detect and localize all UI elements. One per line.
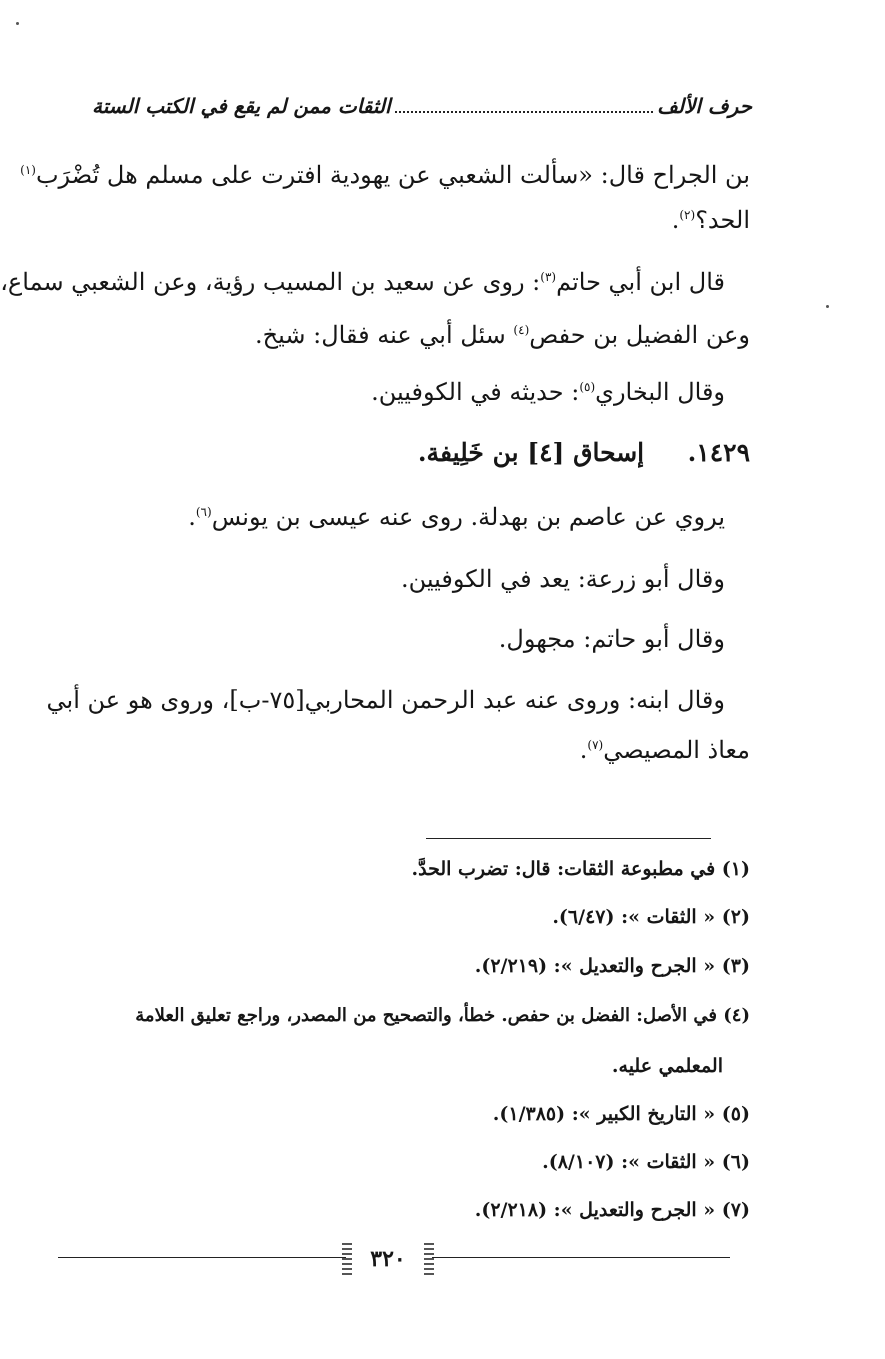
entry-title: إسحاق [٤] بن خَلِيفة.	[417, 438, 645, 467]
scan-speck	[826, 305, 829, 308]
footer-rule-left	[58, 1257, 346, 1258]
paragraph-2-line-1: قال ابن أبي حاتم$^{(٣)}$: روى عن سعيد بن المسيب رؤية، وعن الشعبي سماع،	[0, 268, 725, 296]
ornament-left-icon	[342, 1241, 352, 1275]
paragraph-7-line-2: معاذ المصيصي$^{(٧)}$.	[579, 736, 750, 764]
paragraph-6: وقال أبو حاتم: مجهول.	[498, 625, 725, 653]
footnote-2: (٢) « الثقات »: (٦/٤٧).	[552, 906, 750, 928]
header-dot-leader	[395, 99, 654, 113]
footnote-7: (٧) « الجرح والتعديل »: (٢/٢١٨).	[474, 1199, 750, 1221]
footnote-ref-2: (٢)	[679, 208, 696, 222]
header-book-title: الثقات ممن لم يقع في الكتب الستة	[92, 94, 391, 118]
footnote-5: (٥) « التاريخ الكبير »: (١/٣٨٥).	[492, 1103, 750, 1125]
paragraph-4: يروي عن عاصم بن بهدلة. روى عنه عيسى بن يونس$^{(٦)}$.	[188, 503, 725, 531]
footnote-separator	[426, 838, 711, 839]
footnote-4-continued: المعلمي عليه.	[611, 1055, 723, 1077]
paragraph-1-line-2: الحد؟$^{(٢)}$.	[671, 206, 750, 234]
footer-rule-right	[432, 1257, 730, 1258]
footnote-ref-7: (٧)	[587, 738, 604, 752]
scan-speck	[16, 22, 19, 25]
footnote-ref-5: (٥)	[579, 380, 596, 394]
footnote-ref-3: (٣)	[540, 270, 557, 284]
paragraph-1-line-1: بن الجراح قال: «سألت الشعبي عن يهودية افترت على مسلم هل تُضْرَب$^{(١)}$	[20, 161, 750, 189]
entry-number: ١٤٢٩.	[687, 438, 750, 467]
footnote-ref-6: (٦)	[195, 505, 212, 519]
ornament-right-icon	[424, 1241, 434, 1275]
paragraph-7-line-1: وقال ابنه: وروى عنه عبد الرحمن المحاربي[٧٥-ب]، وروى هو عن أبي	[46, 686, 725, 714]
footnote-ref-1: (١)	[20, 163, 36, 177]
paragraph-2-line-2: وعن الفضيل بن حفص$^{(٤)}$ سئل أبي عنه فقال: شيخ.	[255, 321, 750, 349]
footnote-ref-4: (٤)	[513, 323, 530, 337]
page-number-box	[338, 1239, 438, 1279]
page-number: ٣٢٠	[370, 1246, 406, 1272]
footnote-4: (٤) في الأصل: الفضل بن حفص. خطأ، والتصحيح من المصدر، وراجع تعليق العلامة	[135, 1005, 750, 1026]
footnote-6: (٦) « الثقات »: (٨/١٠٧).	[542, 1151, 750, 1173]
footnote-3: (٣) « الجرح والتعديل »: (٢/٢١٩).	[474, 955, 750, 977]
paragraph-5: وقال أبو زرعة: يعد في الكوفيين.	[401, 565, 725, 593]
entry-heading	[418, 436, 750, 470]
footnote-1: (١) في مطبوعة الثقات: قال: تضرب الحدَّ.	[411, 858, 750, 880]
paragraph-3: وقال البخاري$^{(٥)}$: حديثه في الكوفيين.	[371, 378, 725, 406]
header-chapter: حرف الألف	[657, 94, 752, 118]
running-header	[92, 88, 752, 124]
